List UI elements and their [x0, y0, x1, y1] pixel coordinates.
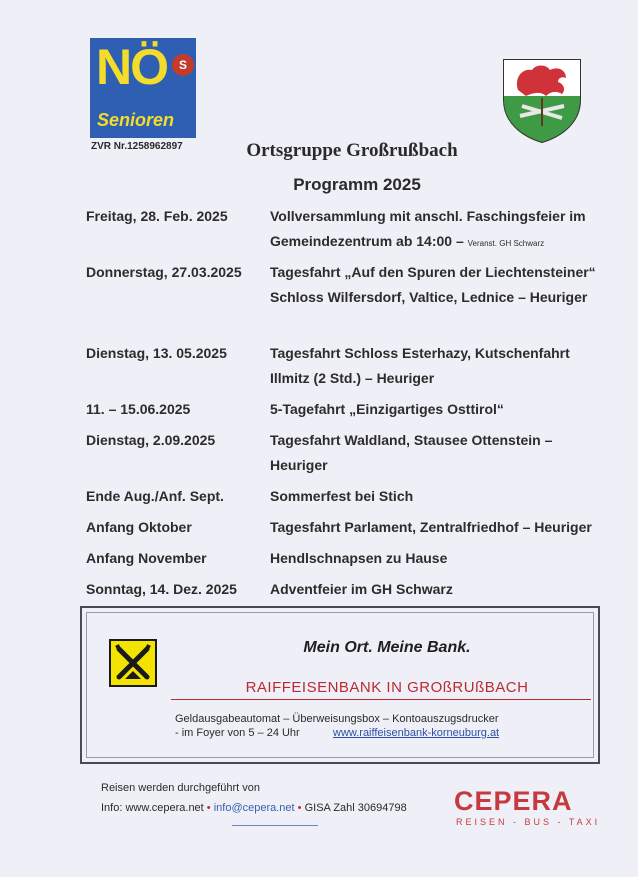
bank-hours: - im Foyer von 5 – 24 Uhr	[175, 727, 300, 739]
footer-email-link[interactable]: info@cepera.net	[213, 802, 295, 814]
logo-word: NÖ	[96, 39, 167, 95]
event-description: Vollversammlung mit anschl. Faschingsfeier im Gemeindezentrum ab 14:00 – Veranst. GH Schwarz	[270, 208, 586, 249]
logo-badge: S	[172, 54, 194, 76]
bank-slogan: Mein Ort. Meine Bank.	[303, 639, 471, 656]
raiffeisen-ad	[80, 606, 600, 764]
coat-of-arms-icon	[500, 56, 584, 144]
event-description: 5-Tagefahrt „Einzigartiges Osttirol“	[270, 401, 504, 417]
event-date: Anfang Oktober	[86, 519, 192, 535]
bank-services: Geldausgabeautomat – Überweisungsbox – Kontoauszugsdrucker	[175, 713, 499, 725]
raiffeisen-ad-frame	[86, 612, 594, 758]
cepera-logo	[452, 786, 602, 832]
event-description: Tagesfahrt Schloss Esterhazy, Kutschenfahrt Illmitz (2 Std.) – Heuriger	[270, 345, 570, 386]
footer-underline	[232, 825, 318, 826]
event-date: Anfang November	[86, 550, 207, 566]
footer-travel-note: Reisen werden durchgeführt von	[101, 782, 260, 794]
event-description: Sommerfest bei Stich	[270, 488, 414, 504]
bullet-icon: •	[297, 802, 302, 814]
event-date: Donnerstag, 27.03.2025	[86, 264, 242, 280]
logo-subtitle: Senioren	[97, 110, 175, 130]
event-description: Tagesfahrt „Auf den Spuren der Liechtensteiner“ Schloss Wilfersdorf, Valtice, Lednice – Heuriger	[270, 264, 596, 305]
event-date: 11. – 15.06.2025	[86, 401, 191, 417]
group-title: Ortsgruppe Großrußbach	[246, 140, 458, 161]
event-note: Veranst. GH Schwarz	[467, 238, 545, 248]
footer-info-label: Info:	[101, 802, 123, 814]
cepera-name: CEPERA	[454, 786, 573, 816]
bank-website-link[interactable]: www.raiffeisenbank-korneuburg.at	[333, 727, 500, 739]
event-date: Dienstag, 13. 05.2025	[86, 345, 227, 361]
event-date: Freitag, 28. Feb. 2025	[86, 208, 228, 224]
event-date: Sonntag, 14. Dez. 2025	[86, 581, 237, 597]
noe-senioren-logo	[90, 38, 196, 138]
footer-gisa: GISA Zahl 30694798	[304, 802, 407, 814]
event-description: Tagesfahrt Parlament, Zentralfriedhof – Heuriger	[270, 519, 592, 535]
cepera-tagline: REISEN - BUS - TAXI	[456, 817, 601, 827]
event-date: Dienstag, 2.09.2025	[86, 432, 216, 448]
event-description: Adventfeier im GH Schwarz	[270, 581, 453, 597]
bullet-icon: •	[206, 802, 211, 814]
bank-divider	[171, 699, 591, 700]
event-date: Ende Aug./Anf. Sept.	[86, 488, 224, 504]
raiffeisen-logo-icon	[109, 639, 157, 687]
event-description: Hendlschnapsen zu Hause	[270, 550, 448, 566]
footer-website-link[interactable]: www.cepera.net	[125, 802, 204, 814]
event-description: Tagesfahrt Waldland, Stausee Ottenstein – Heuriger	[270, 432, 553, 473]
bank-name: RAIFFEISENBANK IN GROßRUßBACH	[245, 679, 529, 696]
program-title: Programm 2025	[293, 175, 421, 194]
zvr-number: ZVR Nr.1258962897	[91, 141, 183, 152]
footer-contact	[101, 802, 407, 814]
